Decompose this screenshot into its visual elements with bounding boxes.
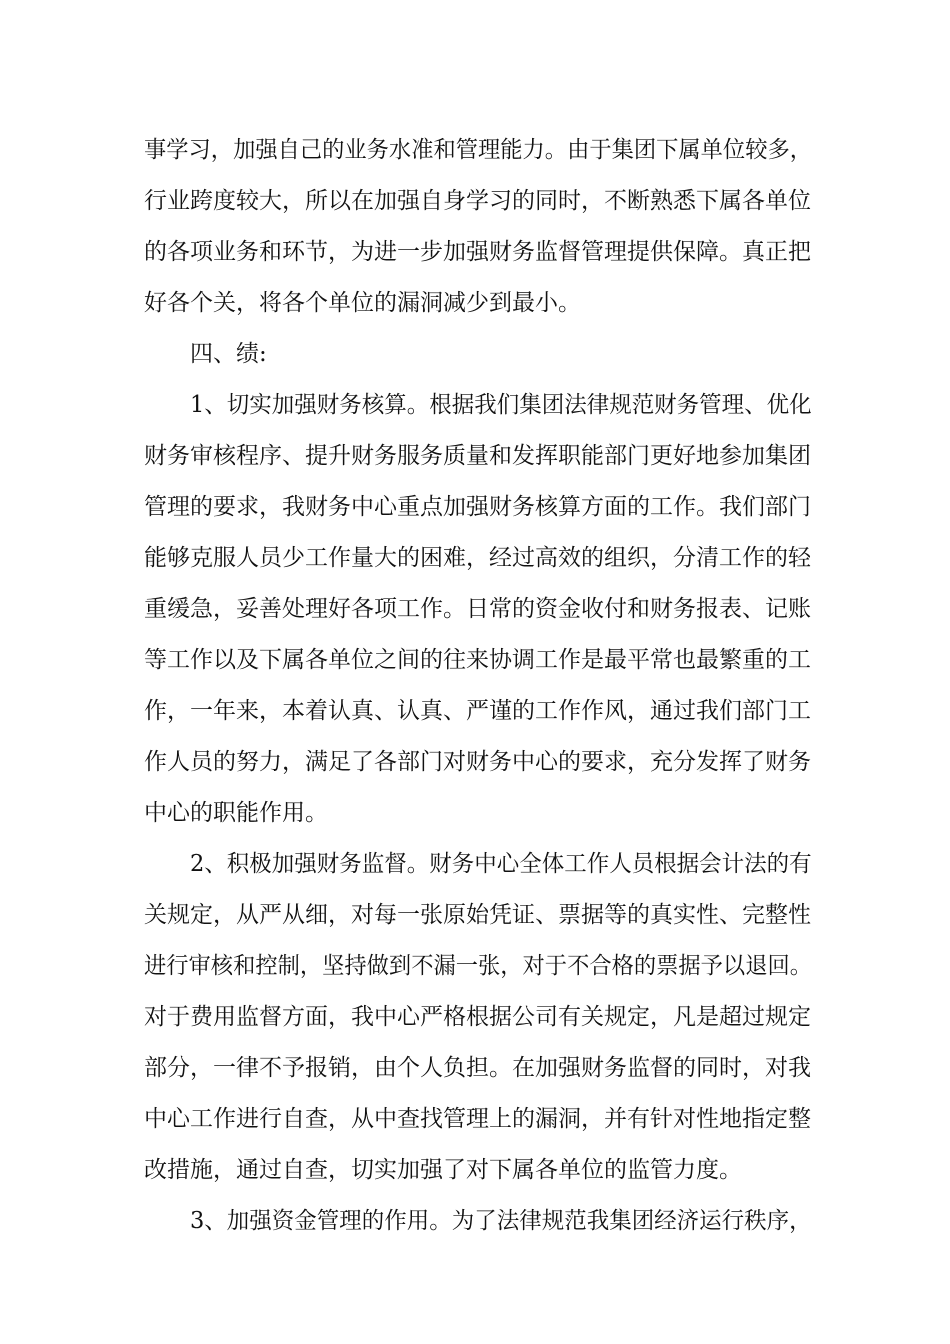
paragraph-start: 1、切实加强财务核算。根据我们集团法律规范财务管理、优化 (190, 392, 812, 418)
paragraph-start: 3、加强资金管理的作用。为了法律规范我集团经济运行秩序， (190, 1208, 812, 1234)
text-line: 进行审核和控制，坚持做到不漏一张，对于不合格的票据予以退回。 (144, 953, 812, 979)
text-line: 改措施，通过自查，切实加强了对下属各单位的监管力度。 (144, 1157, 742, 1183)
text-line: 好各个关，将各个单位的漏洞减少到最小。 (144, 290, 581, 316)
paragraph-start: 2、积极加强财务监督。财务中心全体工作人员根据会计法的有 (190, 851, 812, 877)
text-line: 作，一年来，本着认真、认真、严谨的工作作风，通过我们部门工 (144, 698, 811, 724)
text-line: 财务审核程序、提升财务服务质量和发挥职能部门更好地参加集团 (144, 443, 811, 469)
text-line: 行业跨度较大，所以在加强自身学习的同时，不断熟悉下属各单位 (144, 188, 811, 214)
text-line: 对于费用监督方面，我中心严格根据公司有关规定，凡是超过规定 (144, 1004, 811, 1030)
text-line: 管理的要求，我财务中心重点加强财务核算方面的工作。我们部门 (144, 494, 811, 520)
text-line: 作人员的努力，满足了各部门对财务中心的要求，充分发挥了财务 (144, 749, 811, 775)
text-line: 能够克服人员少工作量大的困难，经过高效的组织，分清工作的轻 (144, 545, 811, 571)
text-line: 的各项业务和环节，为进一步加强财务监督管理提供保障。真正把 (144, 239, 811, 265)
text-line: 重缓急，妥善处理好各项工作。日常的资金收付和财务报表、记账 (144, 596, 811, 622)
text-line: 事学习，加强自己的业务水准和管理能力。由于集团下属单位较多， (144, 137, 812, 163)
text-line: 等工作以及下属各单位之间的往来协调工作是最平常也最繁重的工 (144, 647, 811, 673)
text-line: 部分，一律不予报销，由个人负担。在加强财务监督的同时，对我 (144, 1055, 811, 1081)
text-line: 中心的职能作用。 (144, 800, 328, 826)
text-line: 关规定，从严从细，对每一张原始凭证、票据等的真实性、完整性 (144, 902, 811, 928)
text-line: 中心工作进行自查，从中查找管理上的漏洞，并有针对性地指定整 (144, 1106, 811, 1132)
section-heading: 四、绩: (190, 341, 267, 367)
